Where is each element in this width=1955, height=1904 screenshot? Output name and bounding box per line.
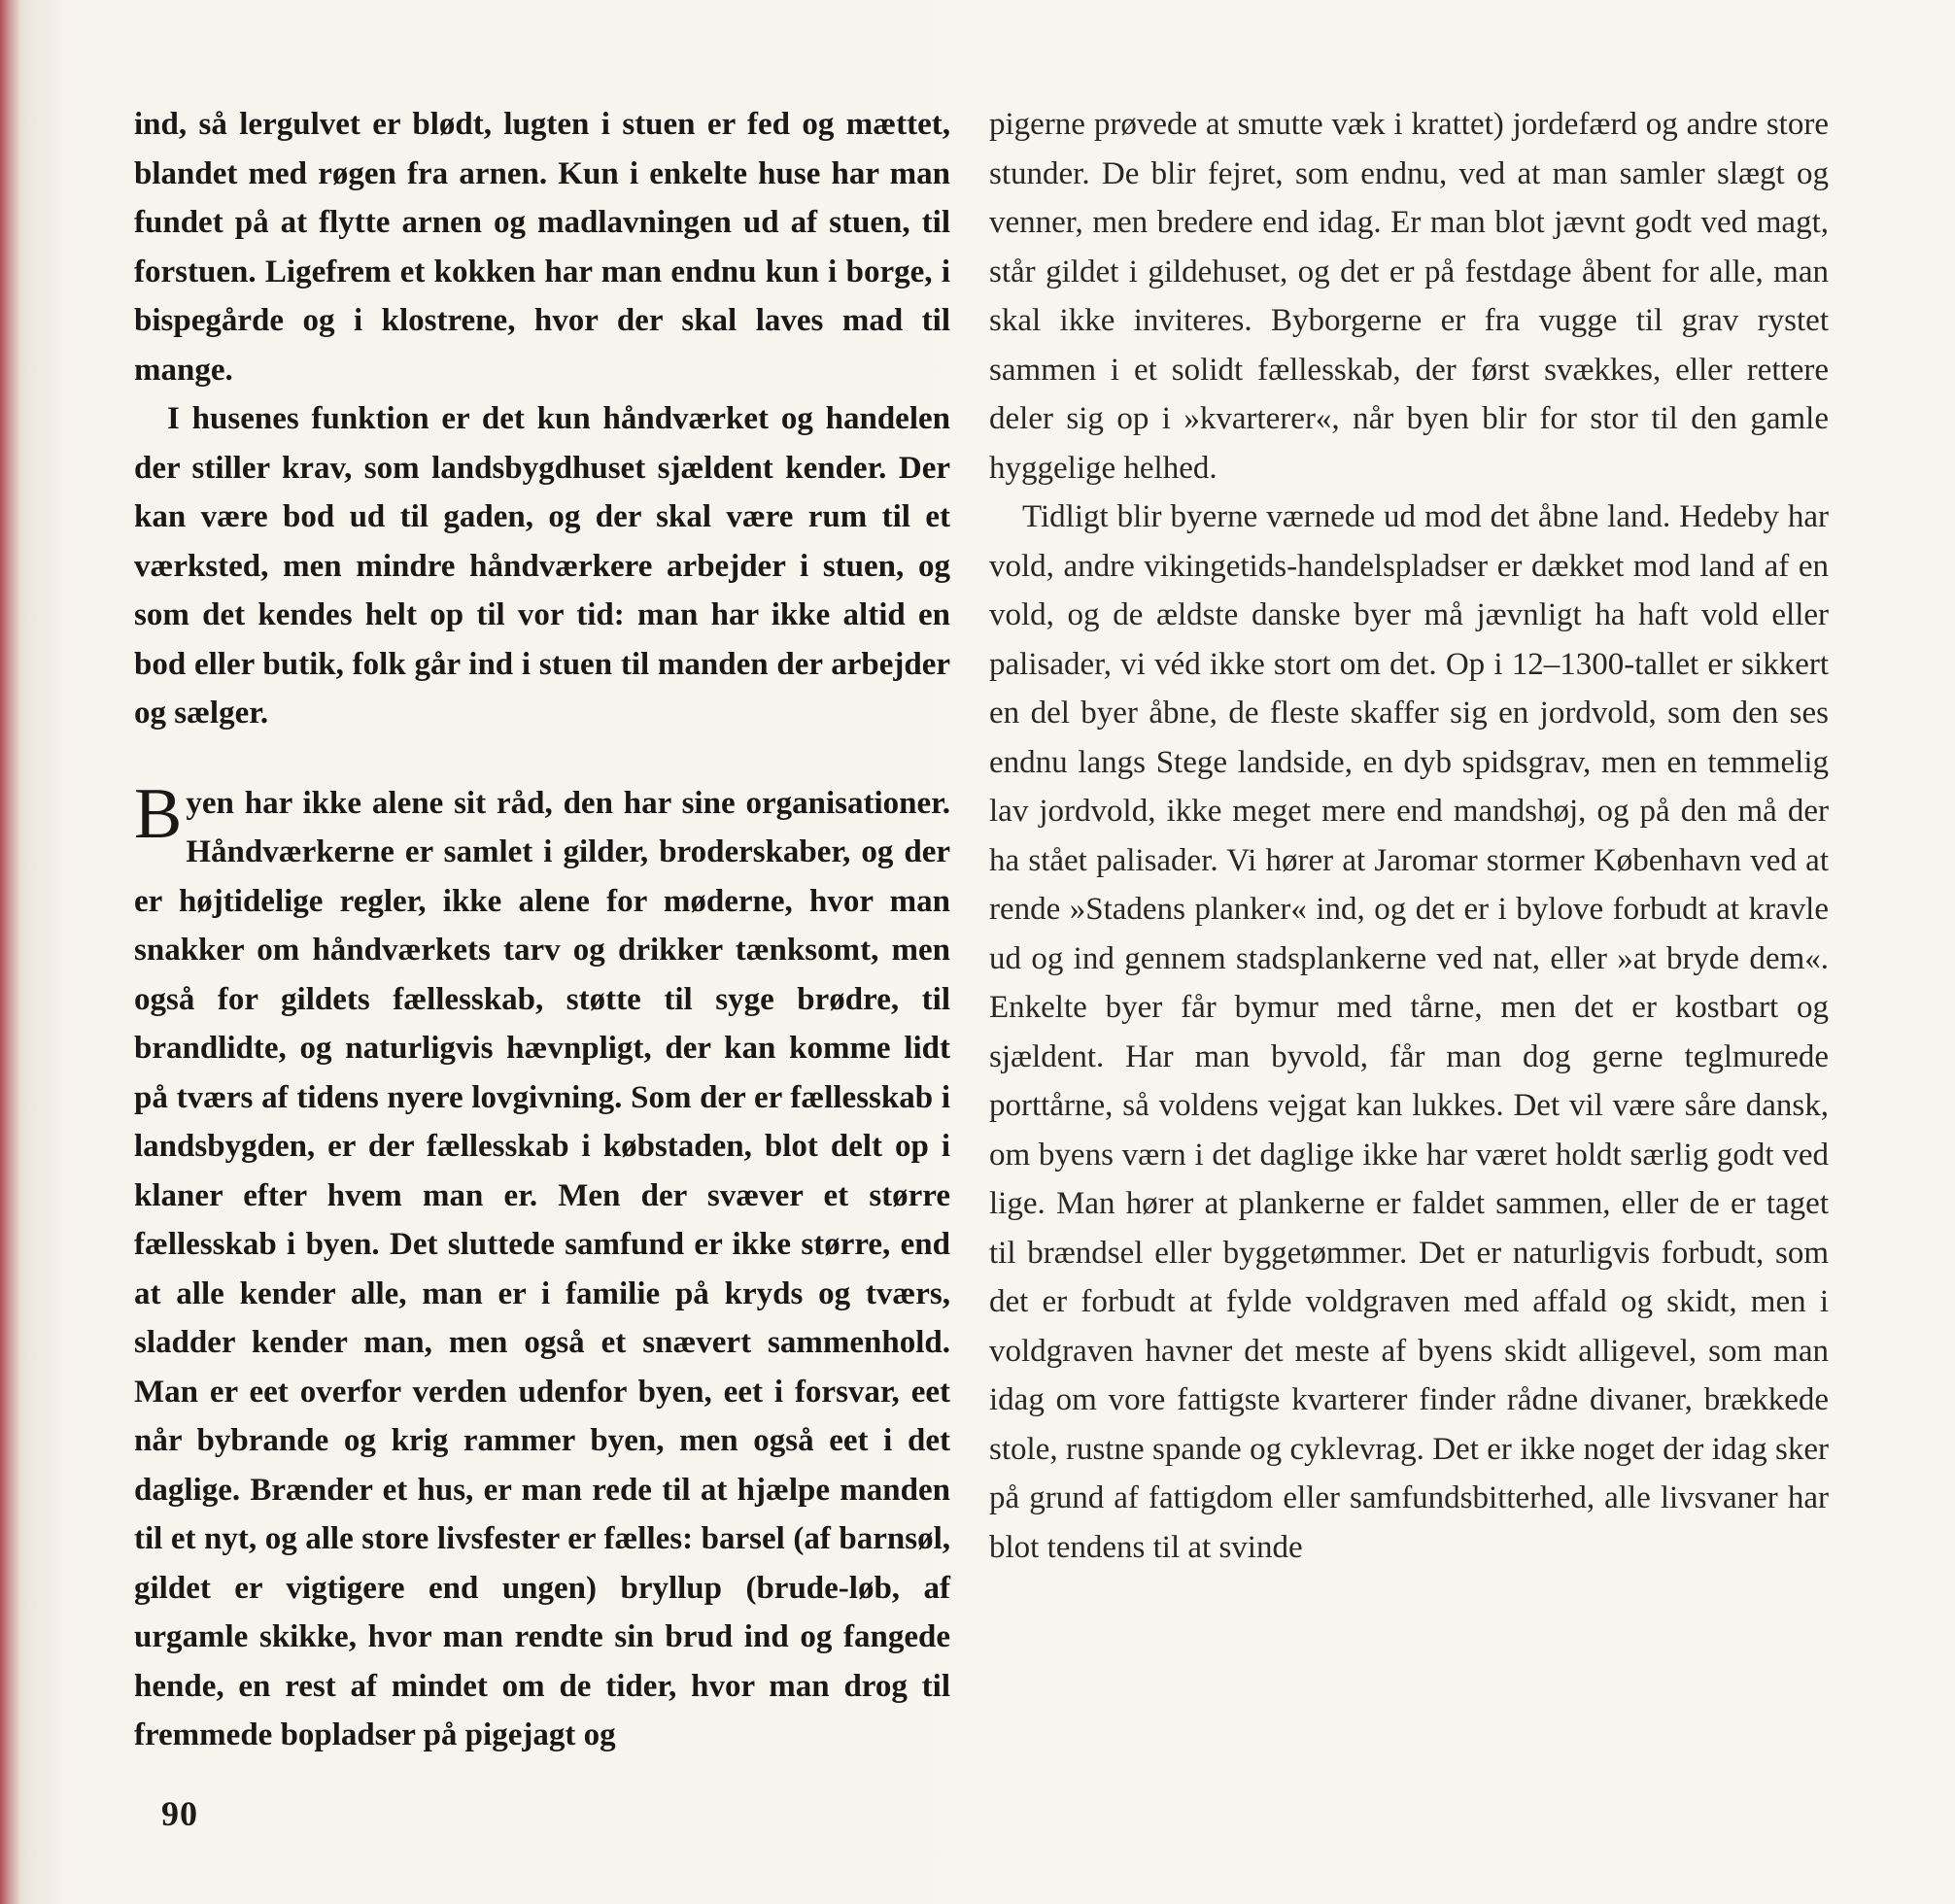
book-binding-edge [0,0,19,1904]
section-gap [134,738,950,779]
paragraph-left-3-text: yen har ikke alene sit råd, den har sine organisationer. Håndværkerne er samlet i gilder, broderskaber, og der er højtidelige regler, ikke alene for møderne, hvor man snakker om håndværkets tarv og drikker tænksomt, men også for gildets fællesskab, støtte til syge brødre, til brandlidte, og naturligvis hævnpligt, der kan komme lidt på tværs af tidens nyere lovgivning. Som der er fællesskab i landsbygden, er der fællesskab i købstaden, blot delt op i klaner efter hvem man er. Men der svæver et større fællesskab i byen. Det sluttede samfund er ikke større, end at alle kender alle, man er i familie på kryds og tværs, sladder kender man, men også et snævert sammenhold. Man er eet overfor verden udenfor byen, eet i forsvar, eet når bybrande og krig rammer byen, men også eet i det daglige. Brænder et hus, er man rede til at hjælpe manden til et nyt, og alle store livsfester er fælles: barsel (af barnsøl, gildet er vigtigere end ungen) bryllup (brude-løb, af urgamle skikke, hvor man rendte sin brud ind og fangede hende, en rest af mindet om de tider, hvor man drog til fremmede bopladser på pigejagt og [134,785,950,1752]
paragraph-right-2: Tidligt blir byerne værnede ud mod det åbne land. Hedeby har vold, andre vikingetids-handelspladser er dækket mod land af en vold, og de ældste danske byer må jævnligt ha haft vold eller palisader, vi véd ikke stort om det. Op i 12–1300-tallet er sikkert en del byer åbne, de fleste skaffer sig en jordvold, som den ses endnu langs Stege landside, en dyb spidsgrav, men en temmelig lav jordvold, ikke meget mere end mandshøj, og på den må der ha stået palisader. Vi hører at Jaromar stormer København ved at rende »Stadens planker« ind, og det er i bylove forbudt at kravle ud og ind gennem stadsplankerne ved nat, eller »at bryde dem«. Enkelte byer får bymur med tårne, men det er kostbart og sjældent. Har man byvold, får man dog gerne teglmurede porttårne, så voldens vejgat kan lukkes. Det vil være såre dansk, om byens værn i det daglige ikke har været holdt særlig godt ved lige. Man hører at plankerne er faldet sammen, eller de er taget til brændsel eller byggetømmer. Det er naturligvis forbudt, som det er forbudt at fylde voldgraven med affald og skidt, men i voldgraven havner det meste af byens skidt alligevel, som man idag om vore fattigste kvarterer finder rådne divaner, brækkede stole, rustne spande og cyklevrag. Det er ikke noget der idag sker på grund af fattigdom eller samfundsbitterhed, alle livsvaner har blot tendens til at svinde [989,499,1829,1565]
left-text-column [134,100,950,1760]
paragraph-left-1: ind, så lergulvet er blødt, lugten i stuen er fed og mættet, blandet med røgen fra arnen. Kun i enkelte huse har man fundet på at flytte arnen og madlavningen ud af stuen, til forstuen. Ligefrem et kokken har man endnu kun i borge, i bispegårde og i klostrene, hvor der skal laves mad til mange. [134,107,950,388]
drop-cap: B [134,773,183,854]
right-text-column [989,100,1829,1572]
paragraph-right-1: pigerne prøvede at smutte væk i krattet) jordefærd og andre store stunder. De blir fejret, som endnu, ved at man samler slægt og venner, men bredere end idag. Er man blot jævnt godt ved magt, står gildet i gildehuset, og det er på festdage åbent for alle, man skal ikke inviteres. Byborgerne er fra vugge til grav rystet sammen i et solidt fællesskab, der først svækkes, eller rettere deler sig op i »kvarterer«, når byen blir for stor til den gamle hyggelige helhed. [989,107,1829,486]
paragraph-left-3 [134,773,950,1760]
paragraph-left-2: I husenes funktion er det kun håndværket og handelen der stiller krav, som landsbygdhuset sjældent kender. Der kan være bod ud til gaden, og der skal være rum til et værksted, men mindre håndværkere arbejder i stuen, og som det kendes helt op til vor tid: man har ikke altid en bod eller butik, folk går ind i stuen til manden der arbejder og sælger. [134,401,950,731]
page-number: 90 [161,1794,198,1833]
